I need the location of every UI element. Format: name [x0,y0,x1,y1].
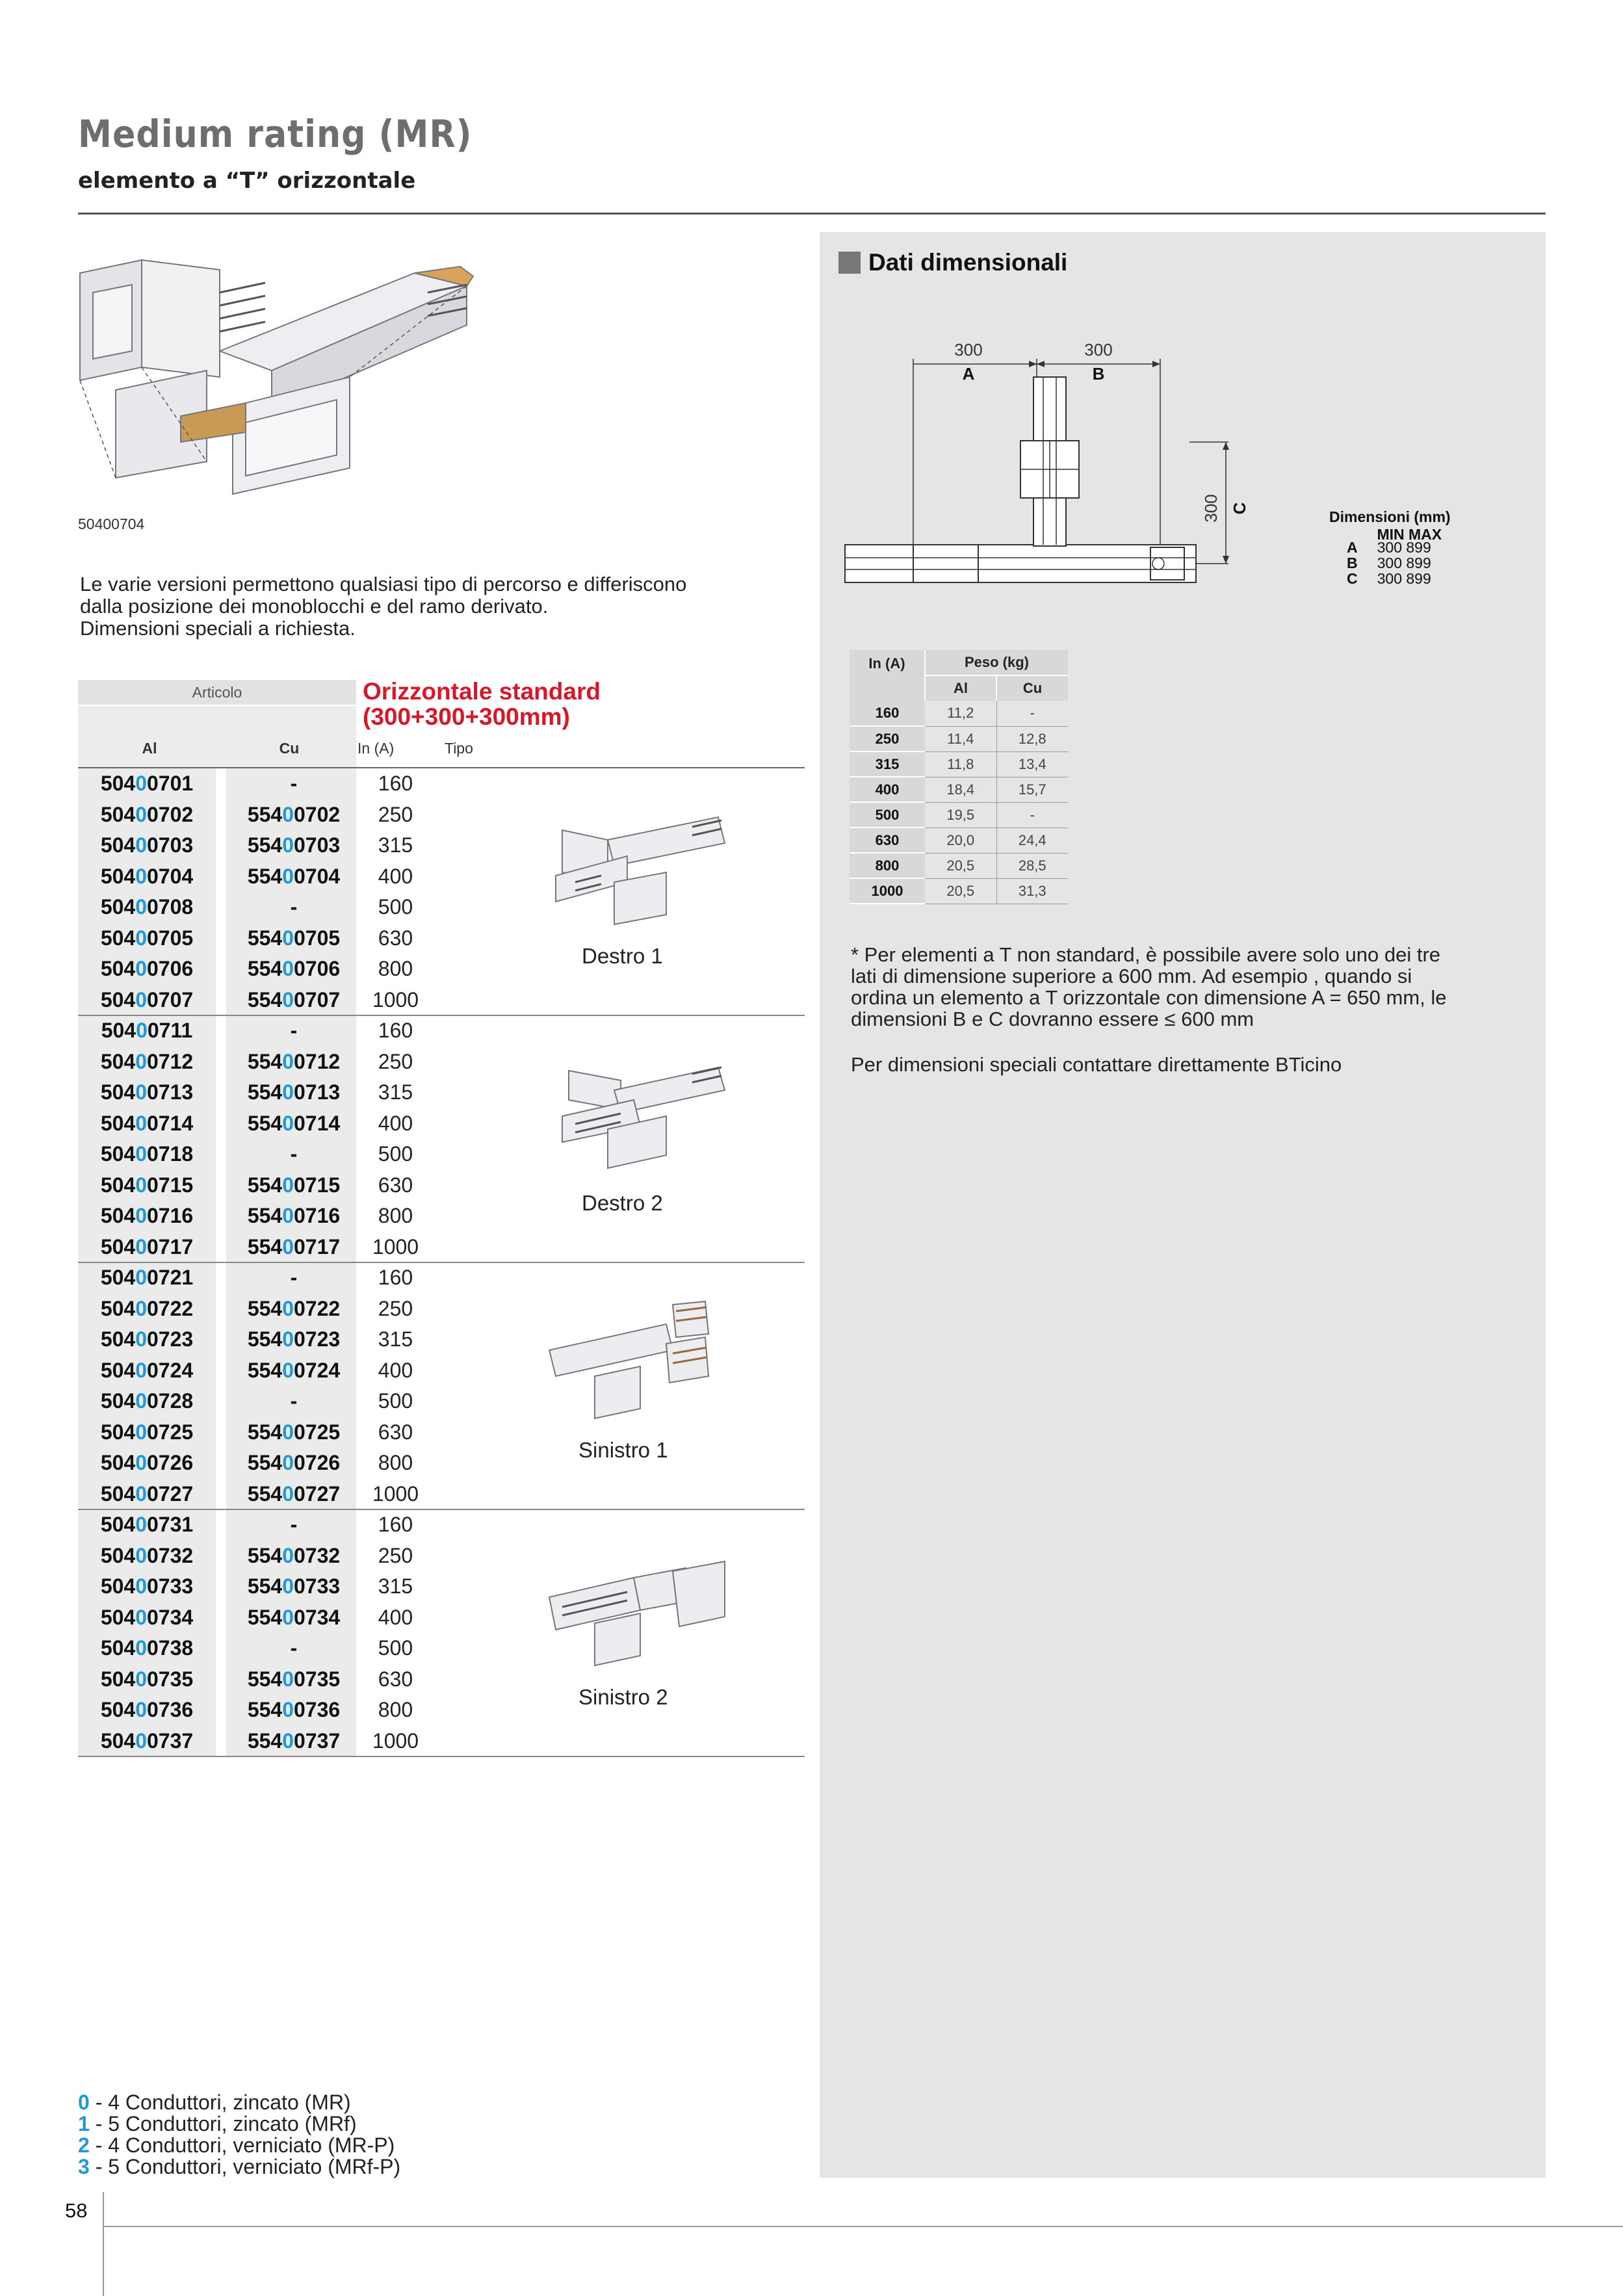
dim-max: 899 [1406,554,1431,571]
al-code: 50400731 [100,1513,194,1537]
weight-row [850,828,1068,853]
al-code: 50400718 [100,1142,194,1166]
in-value: 630 [378,1667,413,1691]
legend-text: - 4 Conduttori, zincato (MR) [89,2091,351,2114]
column-gap [216,1262,226,1294]
article-table-body [78,768,805,1756]
cu-code: 55400705 [247,926,341,950]
footer-horizontal-line [103,2226,1623,2227]
description-line: Dimensioni speciali a richiesta. [80,617,356,640]
dim-a-label: A [962,364,975,384]
legend-item [78,2156,400,2178]
weight-cu: 28,5 [996,853,1068,878]
al-code: 50400732 [100,1543,194,1567]
al-code: 50400721 [100,1266,194,1290]
description-line: Le varie versioni permettono qualsiasi tipo di percorso e differiscono [80,573,687,595]
description [80,573,808,640]
table-row [78,1201,805,1232]
wt-peso-header: Peso (kg) [925,650,1068,675]
weight-cu: 15,7 [996,777,1068,802]
cu-code: 55400707 [247,987,341,1011]
in-value: 800 [378,1698,413,1722]
tipo-label: Destro 2 [582,1191,663,1215]
al-code: 50400722 [100,1296,194,1320]
in-value: 250 [378,1543,413,1567]
weight-row [850,777,1068,802]
al-code: 50400706 [100,957,194,981]
in-value: 800 [378,1451,413,1475]
column-gap [216,768,226,800]
legend-number: 2 [78,2133,90,2157]
cu-code: 55400714 [247,1111,341,1135]
al-code: 50400737 [100,1729,194,1753]
legend-number: 1 [78,2112,90,2135]
al-code: 50400713 [100,1080,194,1104]
in-value: 315 [378,1327,413,1351]
legend-item [78,2092,400,2113]
dim-b-label: B [1092,364,1105,384]
dim-row [1347,555,1431,571]
al-code: 50400716 [100,1204,194,1228]
dimensions-legend [1347,540,1431,586]
in-value: 315 [378,1080,413,1104]
dati-title-text: Dati dimensionali [868,249,1068,276]
col-header-al: Al [142,740,157,757]
cu-code: 55400735 [247,1667,341,1691]
description-line: dalla posizione dei monoblocchi e del ramo derivato. [80,595,549,618]
dimension-drawing [838,332,1306,592]
weight-row [850,701,1068,726]
column-gap [216,1232,226,1263]
in-value: 315 [378,833,413,857]
column-gap [216,1294,226,1325]
column-gap [216,1355,226,1387]
al-code: 50400735 [100,1667,194,1691]
dim-min: 300 [1377,539,1402,556]
group-divider [78,1509,805,1510]
weight-in: 800 [850,853,925,878]
al-code: 50400723 [100,1327,194,1351]
dim-min: 300 [1377,570,1402,587]
cu-code: 55400733 [247,1574,341,1598]
dim-key: A [1347,539,1358,556]
dim-key: C [1347,570,1358,587]
weight-al: 20,5 [925,853,996,878]
al-code: 50400728 [100,1389,194,1413]
al-code: 50400707 [100,987,194,1011]
cu-code: 55400706 [247,957,341,981]
al-code: 50400715 [100,1173,194,1197]
column-gap [216,1479,226,1510]
cu-code: 55400702 [247,802,341,826]
cu-code: 55400737 [247,1729,341,1753]
weight-row [850,853,1068,878]
footer-vertical-line [103,2192,104,2296]
in-value: 1000 [372,987,419,1011]
tipo-illustration [536,1298,731,1422]
table-row [78,1015,805,1047]
cu-code: 55400715 [247,1173,341,1197]
in-value: 400 [378,1358,413,1382]
column-gap [216,1170,226,1201]
header-divider [78,213,1546,215]
weight-al: 20,5 [925,878,996,904]
table-title [363,679,601,729]
weight-cu: - [996,802,1068,828]
dim-a-value: 300 [954,340,983,359]
group-divider [78,1756,805,1757]
cu-code: 55400723 [247,1327,341,1351]
cu-code: - [290,895,298,919]
column-gap [216,1015,226,1047]
in-value: 400 [378,864,413,888]
weight-cu: 13,4 [996,751,1068,777]
weight-al: 11,2 [925,701,996,726]
in-value: 160 [378,1019,413,1043]
al-code: 50400738 [100,1636,194,1660]
in-value: 630 [378,1173,413,1197]
al-code: 50400708 [100,895,194,919]
weight-in: 250 [850,726,925,751]
legend-number: 3 [78,2155,90,2178]
column-gap [216,892,226,923]
wt-in-header: In (A) [850,650,925,701]
in-value: 160 [378,1513,413,1537]
cu-code: 55400736 [247,1698,341,1722]
table-row [78,1479,805,1510]
wt-al-header: Al [925,675,996,701]
weight-row [850,726,1068,751]
tipo-label: Destro 1 [582,944,663,968]
column-gap [216,1541,226,1572]
dim-row [1347,540,1431,555]
al-code: 50400727 [100,1481,194,1506]
cu-code: 55400713 [247,1080,341,1104]
table-row [78,1695,805,1726]
cu-code: 55400722 [247,1296,341,1320]
tipo-illustration [536,1051,731,1175]
weight-cu: - [996,701,1068,726]
tipo-label: Sinistro 2 [578,1685,668,1709]
column-gap [216,1571,226,1602]
in-value: 250 [378,1049,413,1073]
column-gap [216,800,226,831]
al-code: 50400736 [100,1698,194,1722]
column-gap [216,1602,226,1634]
table-title-line1: Orizzontale standard [363,678,601,705]
in-value: 800 [378,1204,413,1228]
note-line: ordina un elemento a T orizzontale con dimensione A = 650 mm, le [851,986,1447,1009]
cu-code: - [290,1142,298,1166]
table-row [78,1726,805,1757]
in-value: 1000 [372,1481,419,1506]
cu-code: 55400726 [247,1451,341,1475]
al-code: 50400711 [101,1019,193,1043]
weight-row [850,751,1068,777]
article-header-band [78,706,356,768]
column-gap [216,1417,226,1448]
column-gap [216,1139,226,1170]
al-code: 50400704 [100,864,194,888]
article-header: Articolo [78,680,356,705]
weight-in: 400 [850,777,925,802]
column-gap [216,1633,226,1664]
al-code: 50400733 [100,1574,194,1598]
column-gap [216,1201,226,1232]
table-row [78,954,805,985]
dim-key: B [1347,554,1358,571]
dim-b-value: 300 [1084,340,1113,359]
weight-al: 19,5 [925,802,996,828]
column-gap [216,1324,226,1355]
table-row [78,768,805,800]
cu-code: - [290,1513,298,1537]
weight-al: 18,4 [925,777,996,802]
al-code: 50400725 [100,1420,194,1444]
in-value: 400 [378,1111,413,1135]
dim-title-line2: MIN MAX [1377,526,1442,543]
in-value: 160 [378,772,413,796]
column-gap [216,1664,226,1695]
in-value: 315 [378,1574,413,1598]
in-value: 1000 [372,1234,419,1259]
column-gap [216,923,226,954]
legend-item [78,2135,400,2156]
tipo-illustration [536,1545,731,1669]
dim-max: 899 [1406,539,1431,556]
in-value: 500 [378,1636,413,1660]
in-value: 630 [378,1420,413,1444]
al-code: 50400734 [100,1605,194,1629]
weight-table [850,650,1068,904]
weight-in: 160 [850,701,925,726]
al-code: 50400726 [100,1451,194,1475]
cu-code: - [290,772,298,796]
cu-code: 55400717 [247,1234,341,1259]
column-gap [216,1047,226,1078]
al-code: 50400703 [100,833,194,857]
al-code: 50400702 [100,802,194,826]
al-code: 50400705 [100,926,194,950]
cu-code: 55400732 [247,1543,341,1567]
al-code: 50400701 [100,772,194,796]
special-dimensions-note: Per dimensioni speciali contattare direttamente BTicino [851,1053,1342,1076]
note-line: * Per elementi a T non standard, è possibile avere solo uno dei tre [851,943,1441,966]
column-gap [216,1386,226,1417]
dimensions-legend-title [1329,508,1451,543]
wt-cu-header: Cu [996,675,1068,701]
dati-dimensionali-heading [838,249,1067,276]
table-row [78,1448,805,1479]
in-value: 400 [378,1605,413,1629]
dim-row [1347,571,1431,586]
column-gap [216,954,226,985]
weight-cu: 12,8 [996,726,1068,751]
column-gap [216,985,226,1016]
product-illustration [77,247,480,514]
in-value: 160 [378,1266,413,1290]
note-line: dimensioni B e C dovranno essere ≤ 600 mm [851,1008,1254,1030]
weight-al: 11,8 [925,751,996,777]
column-gap [216,830,226,861]
in-value: 800 [378,957,413,981]
note-line: lati di dimensione superiore a 600 mm. Ad esempio , quando si [851,965,1412,987]
legend-number: 0 [78,2091,90,2114]
in-value: 250 [378,802,413,826]
weight-cu: 24,4 [996,828,1068,853]
page-subtitle: elemento a “T” orizzontale [78,168,416,194]
in-value: 500 [378,1389,413,1413]
dim-min: 300 [1377,554,1402,571]
weight-row [850,802,1068,828]
in-value: 500 [378,1142,413,1166]
column-gap [216,1448,226,1479]
cu-code: 55400712 [247,1049,341,1073]
al-code: 50400712 [100,1049,194,1073]
page-title: Medium rating (MR) [78,112,473,156]
conductor-legend [78,2092,400,2178]
column-gap [216,1726,226,1757]
legend-text: - 5 Conduttori, zincato (MRf) [89,2112,357,2135]
table-row [78,1262,805,1294]
column-gap [216,1108,226,1140]
cu-code: - [290,1636,298,1660]
section-square-icon [838,252,861,274]
col-header-tipo: Tipo [445,740,473,757]
product-code-caption: 50400704 [78,515,145,532]
in-value: 500 [378,895,413,919]
weight-in: 315 [850,751,925,777]
legend-item [78,2113,400,2135]
table-row [78,1509,805,1541]
cu-code: 55400704 [247,864,341,888]
weight-in: 1000 [850,878,925,904]
dim-max: 899 [1406,570,1431,587]
col-header-cu: Cu [279,740,300,757]
column-gap [216,1509,226,1541]
dim-title-line1: Dimensioni (mm) [1329,508,1451,525]
weight-al: 11,4 [925,726,996,751]
weight-in: 630 [850,828,925,853]
dim-c-label: C [1230,502,1249,515]
weight-al: 20,0 [925,828,996,853]
group-divider [78,1015,805,1016]
cu-code: - [290,1019,298,1043]
weight-in: 500 [850,802,925,828]
non-standard-note [851,944,1533,1030]
table-title-line2: (300+300+300mm) [363,703,570,730]
column-gap [216,1695,226,1726]
legend-text: - 5 Conduttori, verniciato (MRf-P) [89,2155,401,2178]
cu-code: 55400724 [247,1358,341,1382]
column-gap [216,1077,226,1108]
cu-code: 55400725 [247,1420,341,1444]
al-code: 50400717 [100,1234,194,1259]
column-gap [216,861,226,893]
table-row [78,1232,805,1263]
tipo-label: Sinistro 1 [578,1438,668,1462]
weight-cu: 31,3 [996,878,1068,904]
al-code: 50400724 [100,1358,194,1382]
dim-c-value: 300 [1201,494,1221,523]
cu-code: 55400703 [247,833,341,857]
cu-code: 55400727 [247,1481,341,1506]
table-row [78,985,805,1016]
in-value: 250 [378,1296,413,1320]
tipo-illustration [536,804,731,928]
in-value: 1000 [372,1729,419,1753]
weight-row [850,878,1068,904]
legend-text: - 4 Conduttori, verniciato (MR-P) [89,2133,395,2157]
page-number: 58 [65,2199,88,2222]
in-value: 630 [378,926,413,950]
cu-code: - [290,1389,298,1413]
cu-code: 55400716 [247,1204,341,1228]
group-divider [78,1262,805,1263]
col-header-in: In (A) [357,740,395,757]
al-code: 50400714 [100,1111,194,1135]
cu-code: 55400734 [247,1605,341,1629]
cu-code: - [290,1266,298,1290]
